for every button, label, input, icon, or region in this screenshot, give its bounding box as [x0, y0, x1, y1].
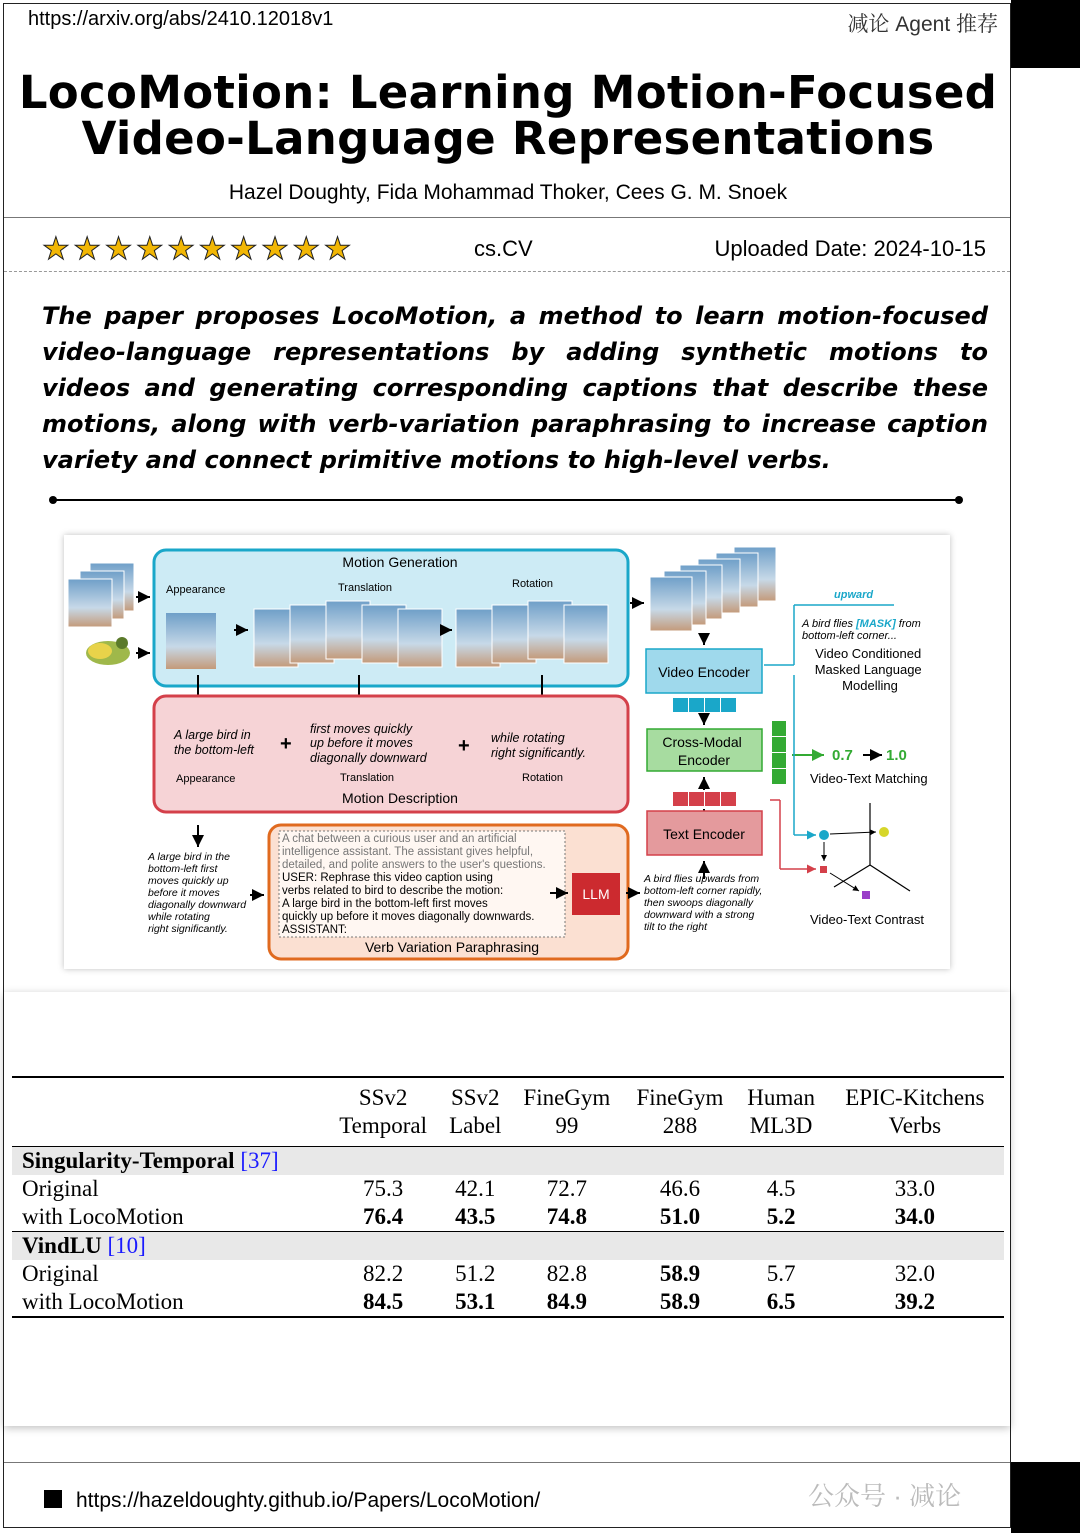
star-icon: ★ — [261, 231, 289, 266]
upload-date: Uploaded Date: 2024-10-15 — [714, 236, 986, 261]
table-cell: 43.5 — [455, 1204, 496, 1229]
column-header: SSv2 Temporal — [339, 1085, 428, 1138]
table-cell: 84.9 — [546, 1289, 587, 1314]
desc-translation-label: Translation — [340, 772, 395, 784]
motion-description-label: Motion Description — [342, 790, 458, 806]
prompt-user: USER: Rephrase this video caption using verbs related to bird to describe the motion: A large bird in the bottom-left first moves quickly up before it moves diagonally downwards. ASSISTANT: — [282, 872, 535, 936]
table-cell: 39.2 — [894, 1289, 935, 1314]
svg-text:+: + — [458, 735, 470, 757]
vcmlm-label: Video Conditioned Masked Language Modelling — [814, 646, 922, 693]
table-cell: 82.8 — [546, 1261, 587, 1286]
text-encoder-label: Text Encoder — [663, 826, 745, 842]
column-header — [12, 1077, 326, 1147]
star-icon: ★ — [167, 231, 195, 266]
corner-block-bottom — [1011, 1462, 1080, 1533]
results-table-card — [4, 992, 1010, 1426]
table-cell: 72.7 — [546, 1176, 587, 1201]
column-header: SSv2 Label — [449, 1085, 502, 1138]
table-cell: 58.9 — [659, 1289, 701, 1314]
table-cell: 32.0 — [894, 1261, 935, 1286]
appearance-label: Appearance — [166, 584, 226, 596]
paper-title — [8, 66, 1008, 165]
video-text-matching-label: Video-Text Matching — [810, 771, 928, 786]
citation-link[interactable]: [10] — [107, 1233, 146, 1258]
star-icon: ★ — [104, 231, 133, 266]
row-label: with LocoMotion — [22, 1204, 184, 1229]
row-label: Original — [22, 1261, 99, 1286]
table-row — [12, 1288, 1004, 1317]
table-cell: 74.8 — [546, 1204, 587, 1229]
video-encoder-label: Video Encoder — [658, 664, 750, 680]
star-icon: ★ — [198, 231, 227, 266]
paper-authors: Hazel Doughty, Fida Mohammad Thoker, Cees G. M. Snoek — [228, 181, 788, 204]
prompt-system: A chat between a curious user and an artificial intelligence assistant. The assistant gives helpful, detailed, and polite answers to the user's questions. — [282, 833, 546, 871]
method-diagram — [64, 535, 950, 969]
paraphrased-caption: A bird flies upwards from bottom-left corner rapidly, then swoops diagonally downward with a strong tilt to the right — [644, 873, 763, 933]
dotted-divider — [4, 271, 1010, 272]
table-cell: 5.2 — [766, 1204, 796, 1229]
row-label: Original — [22, 1176, 99, 1201]
arxiv-url-link[interactable]: https://arxiv.org/abs/2410.12018v1 — [28, 8, 334, 30]
table-cell: 34.0 — [894, 1204, 935, 1229]
project-url-link[interactable]: https://hazeldoughty.github.io/Papers/LocoMotion/ — [76, 1489, 541, 1512]
title-line-2: Video-Language Representations — [81, 112, 935, 165]
contrast-plot — [834, 803, 910, 891]
star-icon: ★ — [42, 231, 70, 266]
table-cell: 84.5 — [362, 1289, 404, 1314]
input-video-frames — [68, 563, 134, 627]
table-cell: 58.9 — [659, 1261, 701, 1286]
bullet-square-icon — [44, 1490, 62, 1508]
table-cell: 6.5 — [766, 1289, 796, 1314]
score-after: 1.0 — [886, 747, 907, 764]
method-figure — [64, 535, 950, 969]
desc-translation: first moves quickly up before it moves diagonally downward — [310, 722, 427, 765]
masked-caption-line1: A bird flies [MASK] from — [802, 618, 921, 630]
star-icon: ★ — [229, 231, 258, 266]
full-caption: A large bird in the bottom-left first moves quickly up before it moves diagonally downward while rotating right significantly. — [148, 851, 247, 935]
paper-summary: The paper proposes LocoMotion, a method to learn motion-focused video-language representations by adding synthetic motions to videos and generating corresponding captions that describe these motions, along with verb-variation paraphrasing to increase caption variety and connect primitive motions to high-level verbs. — [42, 302, 988, 474]
score-before: 0.7 — [832, 747, 853, 764]
desc-rotation-label: Rotation — [522, 772, 563, 784]
table-header-row — [12, 1077, 1004, 1147]
results-table — [12, 1076, 1004, 1318]
cross-modal-encoder-label: Cross-Modal Encoder — [662, 734, 742, 768]
table-cell: 42.1 — [455, 1176, 496, 1201]
video-text-contrast-label: Video-Text Contrast — [810, 912, 924, 927]
table-cell: 33.0 — [894, 1176, 935, 1201]
bird-image — [86, 637, 130, 665]
masked-caption-line2: bottom-left corner... — [802, 630, 897, 642]
table-group-row — [12, 1147, 1004, 1176]
desc-rotation: while rotating right significantly. — [491, 731, 586, 760]
group-name: VindLU — [22, 1233, 102, 1258]
column-header: FineGym 99 — [523, 1085, 611, 1138]
motion-generation-label: Motion Generation — [342, 554, 458, 570]
table-cell: 53.1 — [455, 1289, 496, 1314]
rotation-label: Rotation — [512, 578, 553, 590]
citation-link[interactable]: [37] — [240, 1148, 279, 1173]
row-label: with LocoMotion — [22, 1289, 184, 1314]
wechat-watermark: 公众号 · 减论 — [808, 1481, 962, 1511]
table-cell: 76.4 — [362, 1204, 404, 1229]
table-group-row — [12, 1232, 1004, 1261]
appearance-frame — [166, 613, 216, 669]
table-cell: 46.6 — [659, 1176, 701, 1201]
table-cell: 4.5 — [766, 1176, 796, 1201]
corner-block-top — [1011, 0, 1080, 68]
group-name: Singularity-Temporal — [22, 1148, 235, 1173]
divider-line — [4, 217, 1010, 218]
verb-variation-label: Verb Variation Paraphrasing — [364, 939, 540, 955]
table-row — [12, 1175, 1004, 1203]
mask-word: upward — [834, 589, 874, 601]
table-cell: 51.2 — [455, 1261, 496, 1286]
table-cell: 75.3 — [362, 1176, 404, 1201]
star-icon: ★ — [73, 231, 102, 266]
column-header: Human ML3D — [747, 1085, 815, 1138]
table-cell: 5.7 — [766, 1261, 796, 1286]
star-icon: ★ — [135, 231, 164, 266]
svg-text:+: + — [280, 733, 292, 755]
footer-divider — [4, 1462, 1010, 1463]
star-icon: ★ — [323, 231, 352, 266]
translation-label: Translation — [338, 582, 393, 594]
column-header: FineGym 288 — [636, 1085, 724, 1138]
table-cell: 82.2 — [362, 1261, 404, 1286]
rating-stars — [42, 231, 352, 266]
table-row — [12, 1203, 1004, 1232]
desc-appearance-label: Appearance — [176, 773, 236, 785]
section-divider — [52, 499, 960, 501]
llm-label: LLM — [582, 886, 610, 902]
title-line-1: LocoMotion: Learning Motion-Focused — [18, 66, 998, 119]
augmented-video-frames — [650, 547, 776, 631]
category-label: cs.CV — [474, 236, 533, 261]
table-row — [12, 1260, 1004, 1288]
table-cell: 51.0 — [659, 1204, 701, 1229]
brand-label: 减论 Agent 推荐 — [847, 13, 998, 36]
star-icon: ★ — [292, 231, 321, 266]
desc-appearance: A large bird in the bottom-left — [174, 728, 254, 757]
column-header: EPIC-Kitchens Verbs — [845, 1085, 985, 1138]
